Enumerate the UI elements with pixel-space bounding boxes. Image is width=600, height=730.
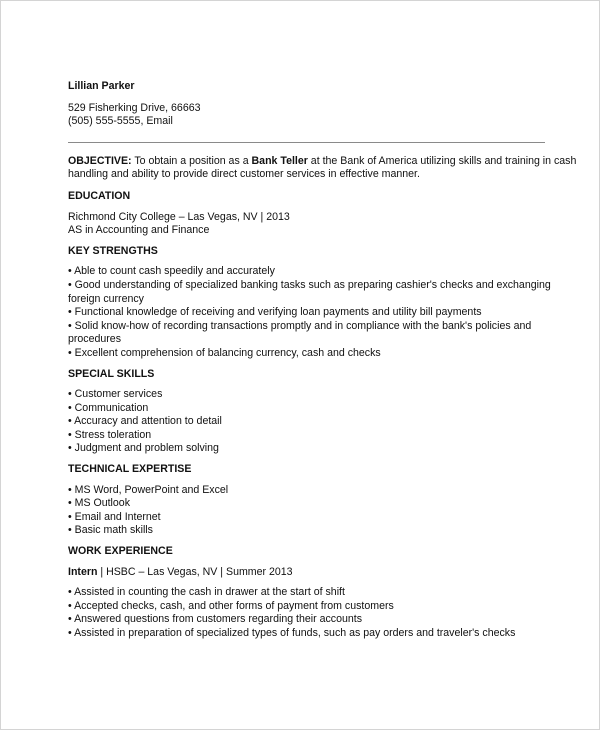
- objective-section: [68, 154, 577, 182]
- header-divider: [68, 142, 545, 143]
- list-item: • Accuracy and attention to detail: [68, 415, 222, 428]
- list-item: • Communication: [68, 401, 149, 414]
- list-item: • Assisted in preparation of specialized types of funds, such as pay orders and traveler's checks: [68, 627, 516, 639]
- special-skills-heading: SPECIAL SKILLS: [68, 367, 155, 380]
- technical-expertise-list: [68, 484, 548, 538]
- resume-content: [68, 80, 577, 648]
- job-header: [68, 566, 548, 580]
- education-degree: AS in Accounting and Finance: [68, 224, 210, 237]
- list-item: • Excellent comprehension of balancing currency, cash and checks: [68, 346, 381, 359]
- key-strengths-list: [68, 265, 551, 360]
- list-item: • Customer services: [68, 388, 163, 401]
- objective-text-after: at the Bank of America utilizing skills and training in cash: [307, 154, 577, 167]
- candidate-contact: (505) 555-5555, Email: [68, 115, 173, 128]
- key-strengths-heading: KEY STRENGTHS: [68, 244, 158, 257]
- list-item: • MS Outlook: [68, 497, 130, 510]
- special-skills-list: [68, 388, 548, 456]
- education-heading: EDUCATION: [68, 189, 131, 202]
- objective-text-before: To obtain a position as a: [131, 154, 252, 167]
- list-item: • Accepted checks, cash, and other forms of payment from customers: [68, 599, 394, 612]
- list-item: • Solid know-how of recording transactions promptly and in compliance with the bank's policies and: [68, 319, 532, 332]
- education-school: Richmond City College – Las Vegas, NV | 2013: [68, 210, 290, 223]
- objective-highlight: Bank Teller: [251, 154, 308, 167]
- list-item: • Basic math skills: [68, 524, 153, 537]
- list-item: • Judgment and problem solving: [68, 442, 219, 455]
- list-item: • MS Word, PowerPoint and Excel: [68, 483, 229, 496]
- list-item: • Stress toleration: [68, 428, 152, 441]
- list-item: • Functional knowledge of receiving and verifying loan payments and utility bill payments: [68, 306, 482, 319]
- objective-line-2: handling and ability to provide direct customer services in effective manner.: [68, 168, 420, 181]
- objective-label: OBJECTIVE:: [68, 154, 132, 167]
- list-item: foreign currency: [68, 292, 144, 305]
- list-item: • Able to count cash speedily and accurately: [68, 265, 275, 278]
- job-title: Intern: [68, 565, 98, 578]
- work-experience-heading: WORK EXPERIENCE: [68, 545, 173, 558]
- job-details: | HSBC – Las Vegas, NV | Summer 2013: [97, 565, 293, 578]
- candidate-name: Lillian Parker: [68, 80, 135, 92]
- list-item: • Good understanding of specialized banking tasks such as preparing cashier's checks and exchanging: [68, 278, 551, 291]
- education-section: [68, 211, 548, 238]
- objective-line-1: [68, 154, 577, 169]
- candidate-address: 529 Fisherking Drive, 66663: [68, 101, 201, 114]
- list-item: procedures: [68, 333, 121, 346]
- list-item: • Assisted in counting the cash in drawer at the start of shift: [68, 586, 345, 599]
- list-item: • Email and Internet: [68, 510, 161, 523]
- work-experience-list: [68, 586, 548, 640]
- list-item: • Answered questions from customers regarding their accounts: [68, 613, 363, 626]
- technical-expertise-heading: TECHNICAL EXPERTISE: [68, 463, 192, 476]
